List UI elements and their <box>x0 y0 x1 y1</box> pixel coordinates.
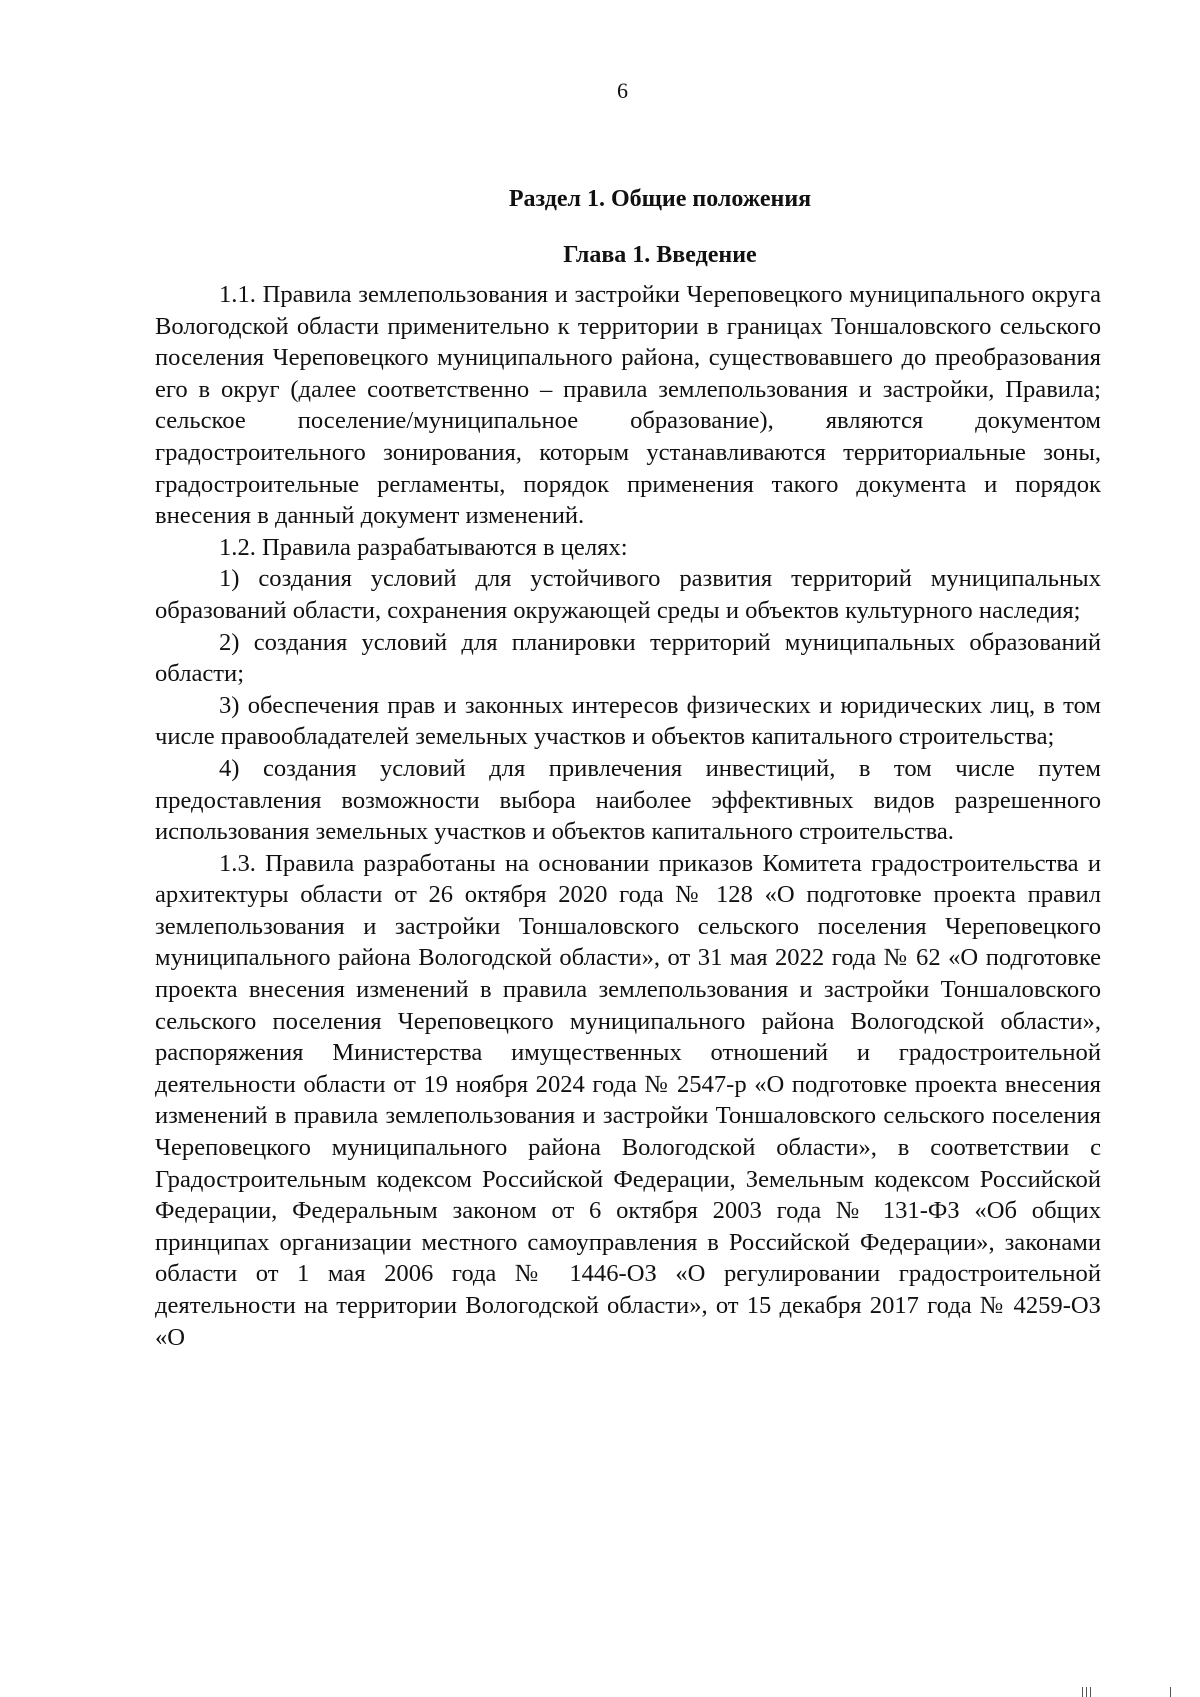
page-number: 6 <box>617 78 628 103</box>
scan-mark <box>1090 1687 1091 1697</box>
scan-mark <box>1170 1687 1171 1697</box>
scan-mark <box>1082 1687 1083 1697</box>
scan-mark <box>1086 1687 1087 1697</box>
list-item-1: 1) создания условий для устойчивого развития территорий муниципальных образований области, сохранения окружающей среды и объектов культурного наследия; <box>155 565 1101 624</box>
body-text <box>155 279 1101 1353</box>
paragraph-1-2: 1.2. Правила разрабатываются в целях: <box>219 533 628 561</box>
chapter-title: Глава 1. Введение <box>563 242 757 268</box>
section-title: Раздел 1. Общие положения <box>508 186 812 212</box>
list-item-2: 2) создания условий для планировки территорий муниципальных образований области; <box>155 628 1101 688</box>
paragraph-1-1: 1.1. Правила землепользования и застройки Череповецкого муниципального округа Вологодской области применительно к территории в границах Тоншаловского сельского поселения Череповецкого муниципального района, существовавшего до преобразования его в округ (далее соответственно – правила землепользования и застройки, Правила; сельское поселение/муниципальное образование), являются документом градостроительного зонирования, которым устанавливаются территориальные зоны, градостроительные регламенты, порядок применения такого документа и порядок внесения в данный документ изменений. <box>155 281 1101 530</box>
paragraph-1-3: 1.3. Правила разработаны на основании приказов Комитета градостроительства и архитектуры области от 26 октября 2020 года № 128 «О подготовке проекта правил землепользования и застройки Тоншаловского сельского поселения Череповецкого муниципального района Вологодской области», от 31 мая 2022 года № 62 «О подготовке проекта внесения изменений в правила землепользования и застройки Тоншаловского сельского поселения Череповецкого муниципального района Вологодской области», распоряжения Министерства имущественных отношений и градостроительной деятельности области от 19 ноября 2024 года № 2547-р «О подготовке проекта внесения изменений в правила землепользования и застройки Тоншаловского сельского поселения Череповецкого муниципального района Вологодской области», в соответствии с Градостроительным кодексом Российской Федерации, Земельным кодексом Российской Федерации, Федеральным законом от 6 октября 2003 года № 131-ФЗ «Об общих принципах организации местного самоуправления в Российской Федерации», законами области от 1 мая 2006 года № 1446-ОЗ «О регулировании градостроительной деятельности на территории Вологодской области», от 15 декабря 2017 года № 4259-ОЗ «О <box>155 849 1101 1351</box>
list-item-4: 4) создания условий для привлечения инвестиций, в том числе путем предоставления возможности выбора наиболее эффективных видов разрешенного использования земельных участков и объектов капитального строительства. <box>155 754 1101 846</box>
list-item-3: 3) обеспечения прав и законных интересов физических и юридических лиц, в том числе правообладателей земельных участков и объектов капитального строительства; <box>155 691 1101 751</box>
